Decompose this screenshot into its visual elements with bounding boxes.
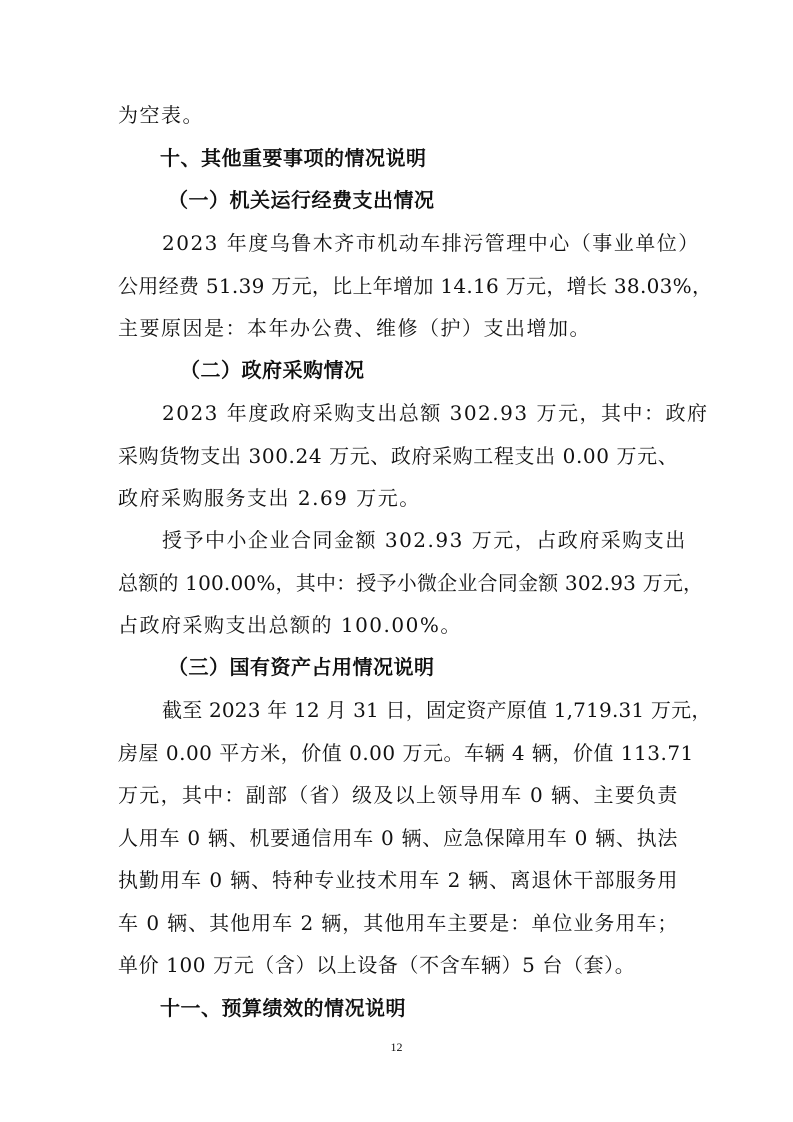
body-text-line: 人用车 0 辆、机要通信用车 0 辆、应急保障用车 0 辆、执法 bbox=[118, 826, 678, 850]
body-text-line: 主要原因是：本年办公费、维修（护）支出增加。 bbox=[118, 316, 591, 340]
body-text-line: 万元，其中：副部（省）级及以上领导用车 0 辆、主要负责 bbox=[118, 783, 678, 807]
body-text-line: 执勤用车 0 辆、特种专业技术用车 2 辆、离退休干部服务用 bbox=[118, 868, 678, 892]
body-text-line: 占政府采购支出总额的 100.00%。 bbox=[118, 613, 462, 637]
body-text-line: 2023 年度乌鲁木齐市机动车排污管理中心（事业单位） bbox=[162, 231, 700, 255]
body-text-line: 公用经费 51.39 万元，比上年增加 14.16 万元，增长 38.03%， bbox=[118, 274, 713, 298]
subsection-heading-2: （二）政府采购情况 bbox=[180, 358, 365, 382]
body-text-line: 为空表。 bbox=[118, 103, 204, 127]
subsection-heading-3: （三）国有资产占用情况说明 bbox=[168, 655, 435, 679]
page-number: 12 bbox=[390, 1040, 403, 1054]
body-text-line: 单价 100 万元（含）以上设备（不含车辆）5 台（套）。 bbox=[118, 953, 636, 977]
body-text-line: 政府采购服务支出 2.69 万元。 bbox=[118, 486, 421, 510]
section-heading-11: 十一、预算绩效的情况说明 bbox=[160, 996, 406, 1020]
body-text-line: 总额的 100.00%，其中：授予小微企业合同金额 302.93 万元， bbox=[118, 571, 704, 595]
subsection-heading-1: （一）机关运行经费支出情况 bbox=[168, 188, 435, 212]
body-text-line: 截至 2023 年 12 月 31 日，固定资产原值 1,719.31 万元， bbox=[162, 698, 712, 722]
body-text-line: 采购货物支出 300.24 万元、政府采购工程支出 0.00 万元、 bbox=[118, 444, 679, 468]
body-text-line: 车 0 辆、其他用车 2 辆，其他用车主要是：单位业务用车； bbox=[118, 911, 678, 935]
body-text-line: 2023 年度政府采购支出总额 302.93 万元，其中：政府 bbox=[162, 401, 709, 425]
section-heading-10: 十、其他重要事项的情况说明 bbox=[160, 146, 427, 170]
body-text-line: 房屋 0.00 平方米，价值 0.00 万元。车辆 4 辆，价值 113.71 bbox=[118, 741, 694, 765]
body-text-line: 授予中小企业合同金额 302.93 万元，占政府采购支出 bbox=[162, 528, 687, 552]
